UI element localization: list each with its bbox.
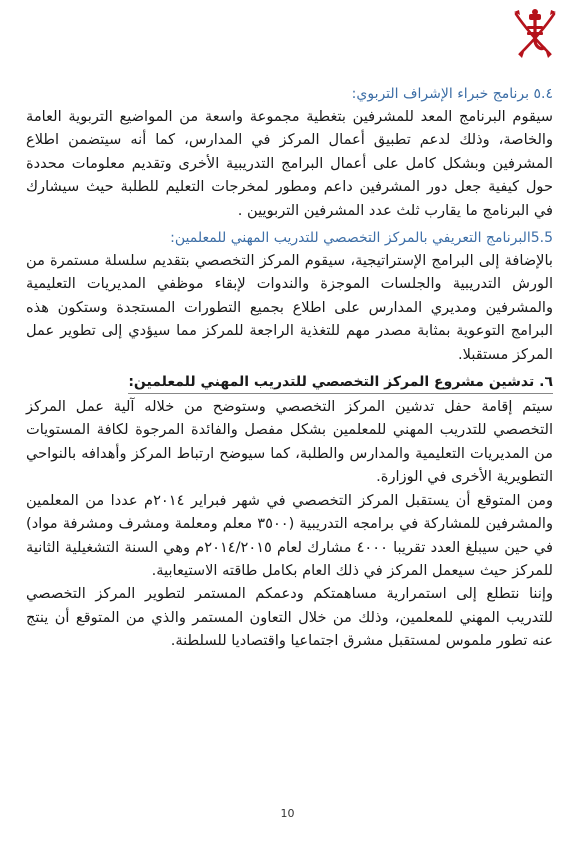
section-heading: ٥.٤ برنامج خبراء الإشراف التربوي: [351, 86, 553, 102]
page-number: 10 [280, 807, 295, 820]
section-heading: 5.5البرنامج التعريفي بالمركز التخصصي للتدريب المهني للمعلمين: [170, 230, 553, 247]
section-paragraph: وإننا نتطلع إلى استمرارية مساهمتكم ودعمكم المستمر لتطوير المركز التخصصي للتدريب المهني للمعلمين، وذلك من خلال التعاون المستمر والذي من المتوقع أن ينتج عنه تطور ملموس لمستقبل مشرق اجتماعيا واقتصاديا للسلطنة. [26, 585, 553, 650]
section-paragraph: ومن المتوقع أن يستقبل المركز التخصصي في شهر فبراير ٢٠١٤م عددا من المعلمين والمشرفين للمشاركة في برامجه التدريبية (٣٥٠٠ معلم ومعلمة ومشرف ومشرفة مواد) في حين سيبلغ العدد تقريبا ٤٠٠٠ مشارك لعام ٢٠١٤/٢٠١٥م وهي السنة التشغيلية الثانية للمركز حيث سيعمل المركز في ذلك العام بكامل طاقته الاستيعابية. [26, 491, 554, 579]
section-paragraph: سيتم إقامة حفل تدشين المركز التخصصي وستوضح من خلاله آلية عمل المركز التخصصي للتدريب المهني للمعلمين بشكل مفصل والفائدة المرجوة لكافة المستويات من المديريات التعليمية والمدارس والطلبة، كما سيوضح ارتباط المركز وأهدافه بالنواحي التطويرية الأخرى في الوزارة. [26, 398, 553, 486]
section-heading [26, 372, 553, 394]
section-heading-text: ٦. تدشين مشروع المركز التخصصي للتدريب المهني للمعلمين: [128, 372, 553, 394]
oman-national-emblem-icon [510, 6, 560, 62]
section-paragraph: سيقوم البرنامج المعد للمشرفين بتغطية مجموعة واسعة من المواضيع التربوية العامة والخاصة، وذلك لدعم تطبيق أعمال المركز في المدارس، كما أنه سيتضمن اطلاع المشرفين وبشكل كامل على أعمال البرامج التدريبية الأخرى وتقديم معلومات محددة حول كيفية جعل دور المشرفين داعم ومطور لمخرجات التعليم للطلبة حيث سيشارك في البرنامج ما يقارب ثلث عدد المشرفين التربويين . [26, 108, 553, 219]
section-paragraph: بالإضافة إلى البرامج الإستراتيجية، سيقوم المركز التخصصي بتقديم سلسلة مستمرة من الورش التدريبية والجلسات الموجزة والندوات لإبقاء موظفي المديريات التعليمية والمشرفين ومديري المدارس على اطلاع بجميع التطورات المستجدة وستكون هذه البرامج التوعوية بمثابة مصدر مهم للتغذية الراجعة للمركز مما سيؤدي إلى تطوير عمل المركز مستقبلا. [26, 252, 553, 363]
document-body [26, 84, 553, 653]
